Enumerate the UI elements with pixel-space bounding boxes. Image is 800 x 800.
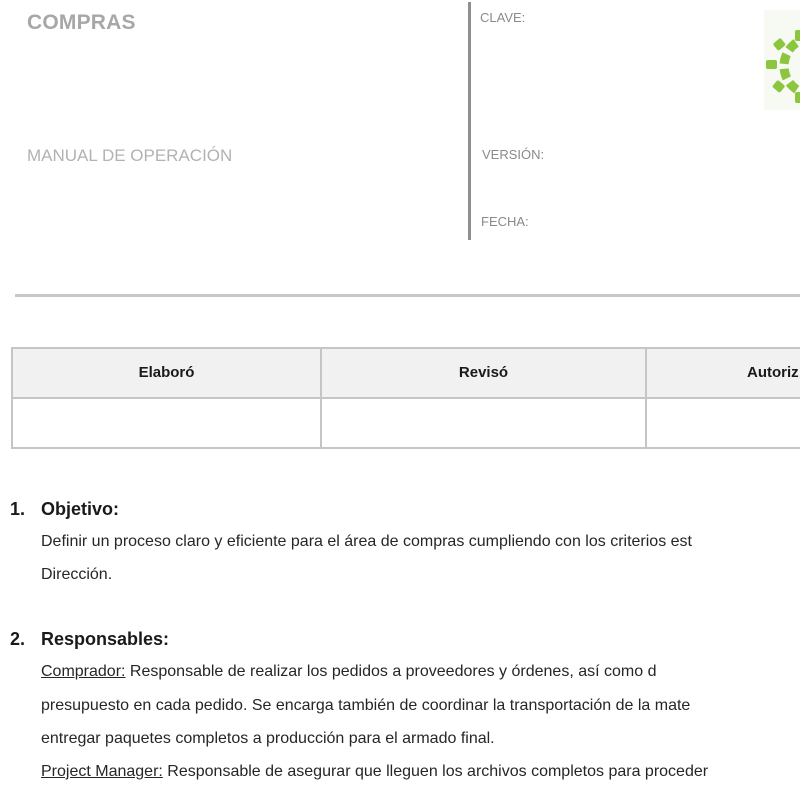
comprador-role-label: Comprador:: [41, 663, 126, 680]
section-number-responsables: 2.: [10, 629, 26, 649]
pm-line-1: [41, 763, 708, 781]
version-label: VERSIÓN:: [482, 147, 545, 162]
comprador-text: Responsable de realizar los pedidos a proveedores y órdenes, así como d: [125, 663, 657, 680]
signature-cell-reviso: [320, 397, 647, 449]
clave-label: CLAVE:: [480, 10, 526, 25]
objetivo-line-1: Definir un proceso claro y eficiente para el área de compras cumpliendo con los criterios est: [41, 533, 692, 550]
department-title: COMPRAS: [27, 11, 136, 34]
objetivo-line-2: Dirección.: [41, 566, 113, 583]
signature-header-reviso: Revisó: [320, 347, 647, 399]
signature-header-elaboro: Elaboró: [11, 347, 322, 399]
section-number-objetivo: 1.: [10, 499, 26, 519]
section-title-responsables: Responsables:: [41, 629, 170, 649]
comprador-line-3: entregar paquetes completos a producción para el armado final.: [41, 730, 495, 747]
section-title-objetivo: Objetivo:: [41, 499, 120, 519]
signature-cell-elaboro: [11, 397, 322, 449]
signature-table: [11, 347, 800, 449]
signature-header-autorizo: Autoriz: [645, 347, 800, 399]
header-divider: [468, 2, 471, 240]
pm-text: Responsable de asegurar que lleguen los archivos completos para proceder: [162, 763, 709, 780]
company-logo-icon: [760, 10, 800, 110]
manual-title: MANUAL DE OPERACIÓN: [27, 146, 233, 165]
signature-cell-autorizo: [645, 397, 800, 449]
header-separator: [15, 294, 800, 297]
comprador-line-1: [41, 663, 656, 681]
fecha-label: FECHA:: [481, 214, 529, 229]
comprador-line-2: presupuesto en cada pedido. Se encarga también de coordinar la transportación de la mate: [41, 697, 691, 714]
pm-role-label: Project Manager:: [41, 763, 163, 780]
